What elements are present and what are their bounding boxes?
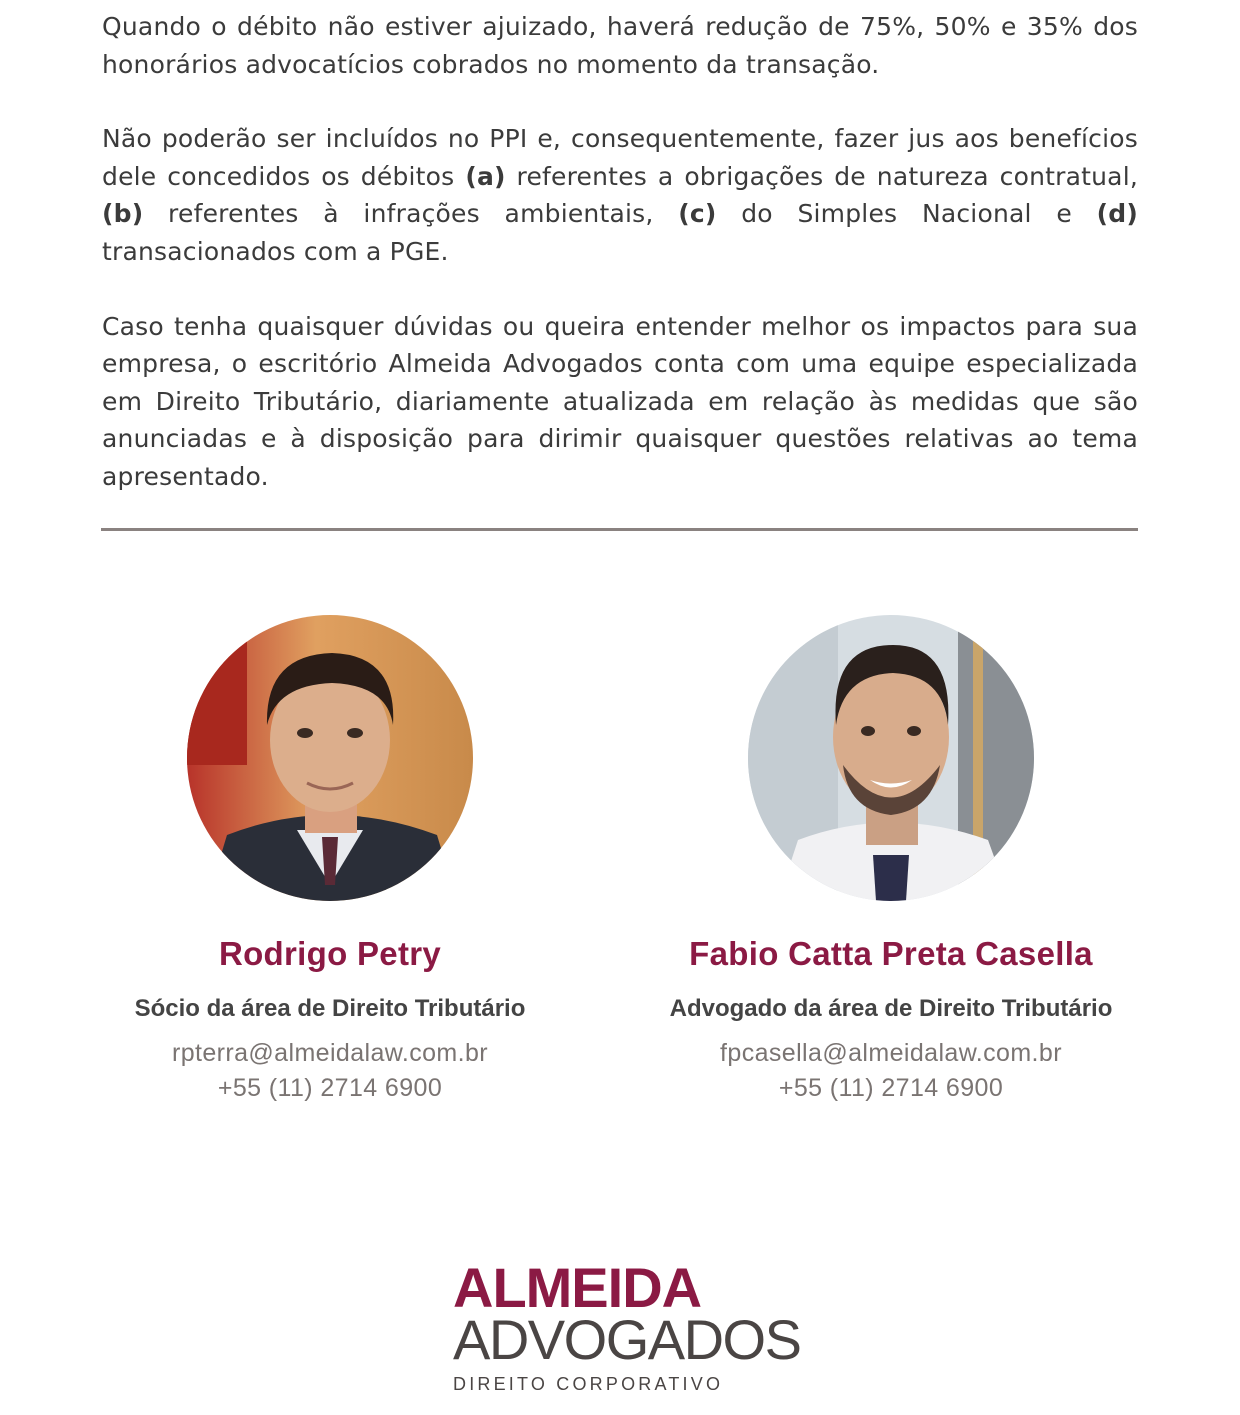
marker-a: (a) bbox=[465, 161, 506, 191]
marker-b: (b) bbox=[102, 199, 144, 229]
paragraph-fees-reduction: Quando o débito não estiver ajuizado, haverá redução de 75%, 50% e 35% dos honorários advocatícios cobrados no momento da transação. bbox=[102, 12, 1138, 79]
exclusions-intro: Não poderão ser incluídos no PPI e, consequentemente, fazer jus aos benefícios dele concedidos os débitos bbox=[102, 124, 1138, 191]
logo-line-advogados: ADVOGADOS bbox=[453, 1308, 801, 1371]
avatar bbox=[187, 615, 473, 901]
exclusion-c-text: do Simples Nacional e bbox=[716, 199, 1097, 229]
section-divider bbox=[101, 528, 1138, 531]
contact-role: Sócio da área de Direito Tributário bbox=[134, 995, 526, 1022]
marker-c: (c) bbox=[678, 199, 717, 229]
exclusion-a-text: referentes a obrigações de natureza contratual, bbox=[505, 161, 1138, 191]
contact-email[interactable]: fpcasella@almeidalaw.com.br bbox=[720, 1039, 1062, 1067]
contact-phone[interactable]: +55 (11) 2714 6900 bbox=[217, 1074, 443, 1102]
contact-role: Advogado da área de Direito Tributário bbox=[669, 995, 1113, 1022]
marker-d: (d) bbox=[1096, 199, 1138, 229]
company-logo bbox=[453, 1256, 813, 1395]
contact-card-fabio bbox=[611, 615, 1171, 1103]
logo-line-almeida: ALMEIDA bbox=[453, 1256, 702, 1319]
exclusion-d-text: transacionados com a PGE. bbox=[102, 236, 449, 266]
exclusion-b-text: referentes à infrações ambientais, bbox=[143, 199, 679, 229]
contact-card-rodrigo bbox=[50, 615, 610, 1103]
contact-name: Rodrigo Petry bbox=[218, 935, 442, 972]
contact-phone[interactable]: +55 (11) 2714 6900 bbox=[778, 1074, 1004, 1102]
article-body bbox=[102, 8, 1138, 533]
paragraph-exclusions bbox=[102, 120, 1138, 270]
contact-name: Fabio Catta Preta Casella bbox=[689, 935, 1093, 972]
paragraph-contact-offer: Caso tenha quaisquer dúvidas ou queira entender melhor os impactos para sua empresa, o escritório Almeida Advogados conta com uma equipe especializada em Direito Tributário, diariamente atualizada em relação às medidas que são anunciadas e à disposição para dirimir quaisquer questões relativas ao tema apresentado. bbox=[102, 311, 1138, 491]
logo-tagline: DIREITO CORPORATIVO bbox=[453, 1374, 724, 1394]
avatar bbox=[748, 615, 1034, 901]
contact-email[interactable]: rpterra@almeidalaw.com.br bbox=[171, 1039, 489, 1067]
